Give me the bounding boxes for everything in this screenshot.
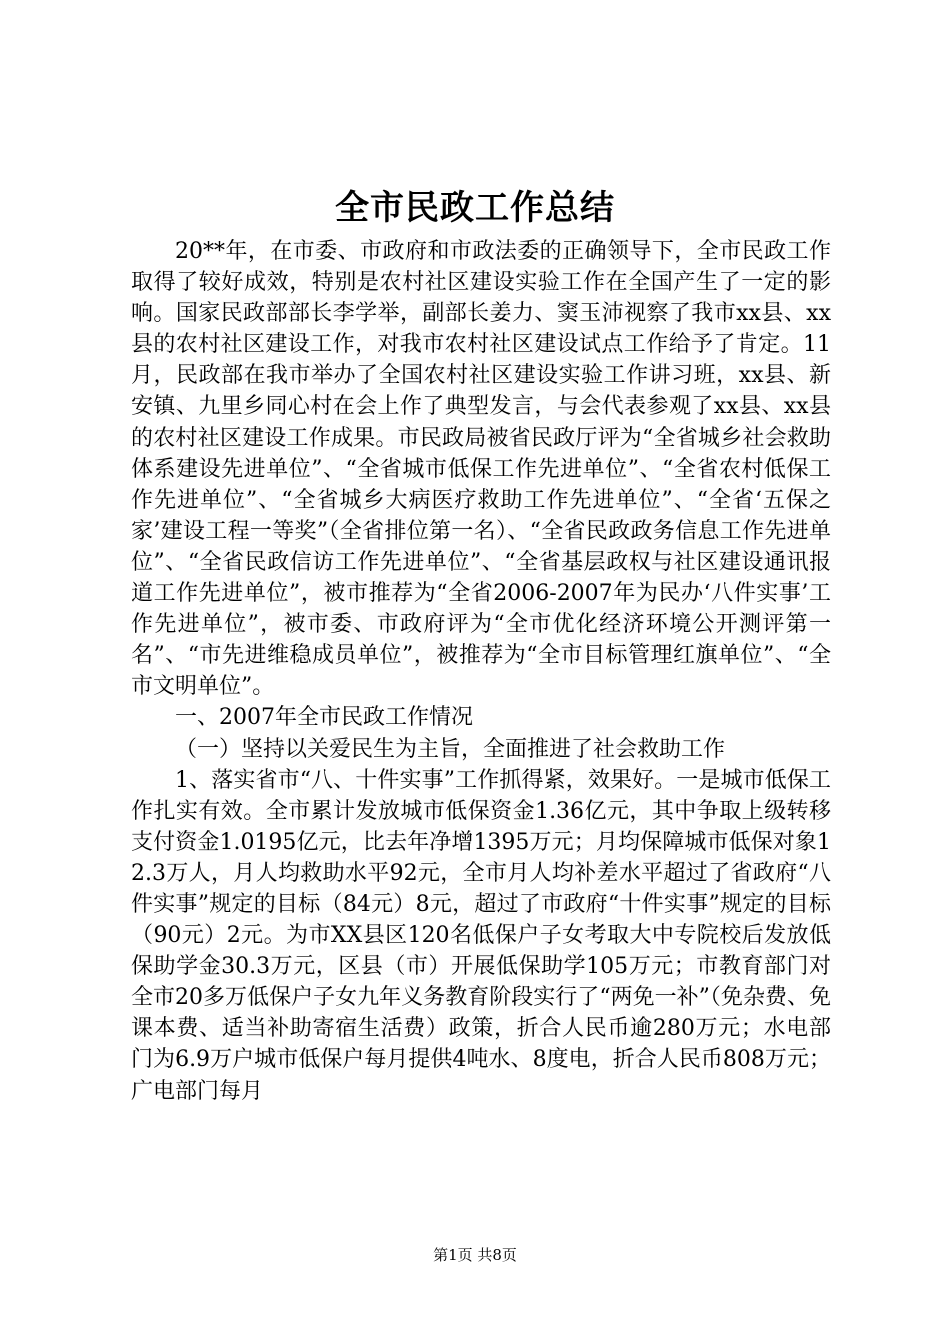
document-title: 全市民政工作总结 — [335, 188, 615, 228]
subsection-heading: （一）坚持以关爱民生为主旨，全面推进了社会救助工作 — [175, 736, 726, 762]
page-footer: 第1页 共8页 — [433, 1246, 517, 1264]
section-heading: 一、2007年全市民政工作情况 — [175, 705, 473, 731]
paragraph-item-1: 1、落实省市“八、十件实事”工作抓得紧，效果好。一是城市低保工作扎实有效。全市累计发放城市低保资金1.36亿元，其中争取上级转移支付资金1.0195亿元，比去年净增1395万元；月均保障城市低保对象12.3万人，月人均救助水平92元，全市月人均补差水平超过了省政府“八件实事”规定的目标（84元）8元，超过了市政府“十件实事”规定的目标（90元）2元。为市XX县区120名低保户子女考取大中专院校后发放低保助学金30.3万元，区县（市）开展低保助学105万元；市教育部门对全市20多万低保户子女九年义务教育阶段实行了“两免一补”（免杂费、免课本费、适当补助寄宿生活费）政策，折合人民币逾280万元；水电部门为6.9万户城市低保户每月提供4吨水、8度电，折合人民币808万元；广电部门每月 — [131, 767, 831, 1104]
document-body — [131, 236, 831, 1107]
paragraph-intro: 20**年，在市委、市政府和市政法委的正确领导下，全市民政工作取得了较好成效，特别是农村社区建设实验工作在全国产生了一定的影响。国家民政部部长李学举，副部长姜力、窦玉沛视察了我市xx县、xx县的农村社区建设工作，对我市农村社区建设试点工作给予了肯定。11月，民政部在我市举办了全国农村社区建设实验工作讲习班，xx县、新安镇、九里乡同心村在会上作了典型发言，与会代表参观了xx县、xx县的农村社区建设工作成果。市民政局被省民政厅评为“全省城乡社会救助体系建设先进单位”、“全省城市低保工作先进单位”、“全省农村低保工作先进单位”、“全省城乡大病医疗救助工作先进单位”、“全省‘五保之家’建设工程一等奖”（全省排位第一名）、“全省民政政务信息工作先进单位”、“全省民政信访工作先进单位”、“全省基层政权与社区建设通讯报道工作先进单位”，被市推荐为“全省2006-2007年为民办‘八件实事’工作先进单位”，被市委、市政府评为“全市优化经济环境公开测评第一名”、“市先进维稳成员单位”，被推荐为“全市目标管理红旗单位”、“全市文明单位”。 — [131, 239, 831, 700]
